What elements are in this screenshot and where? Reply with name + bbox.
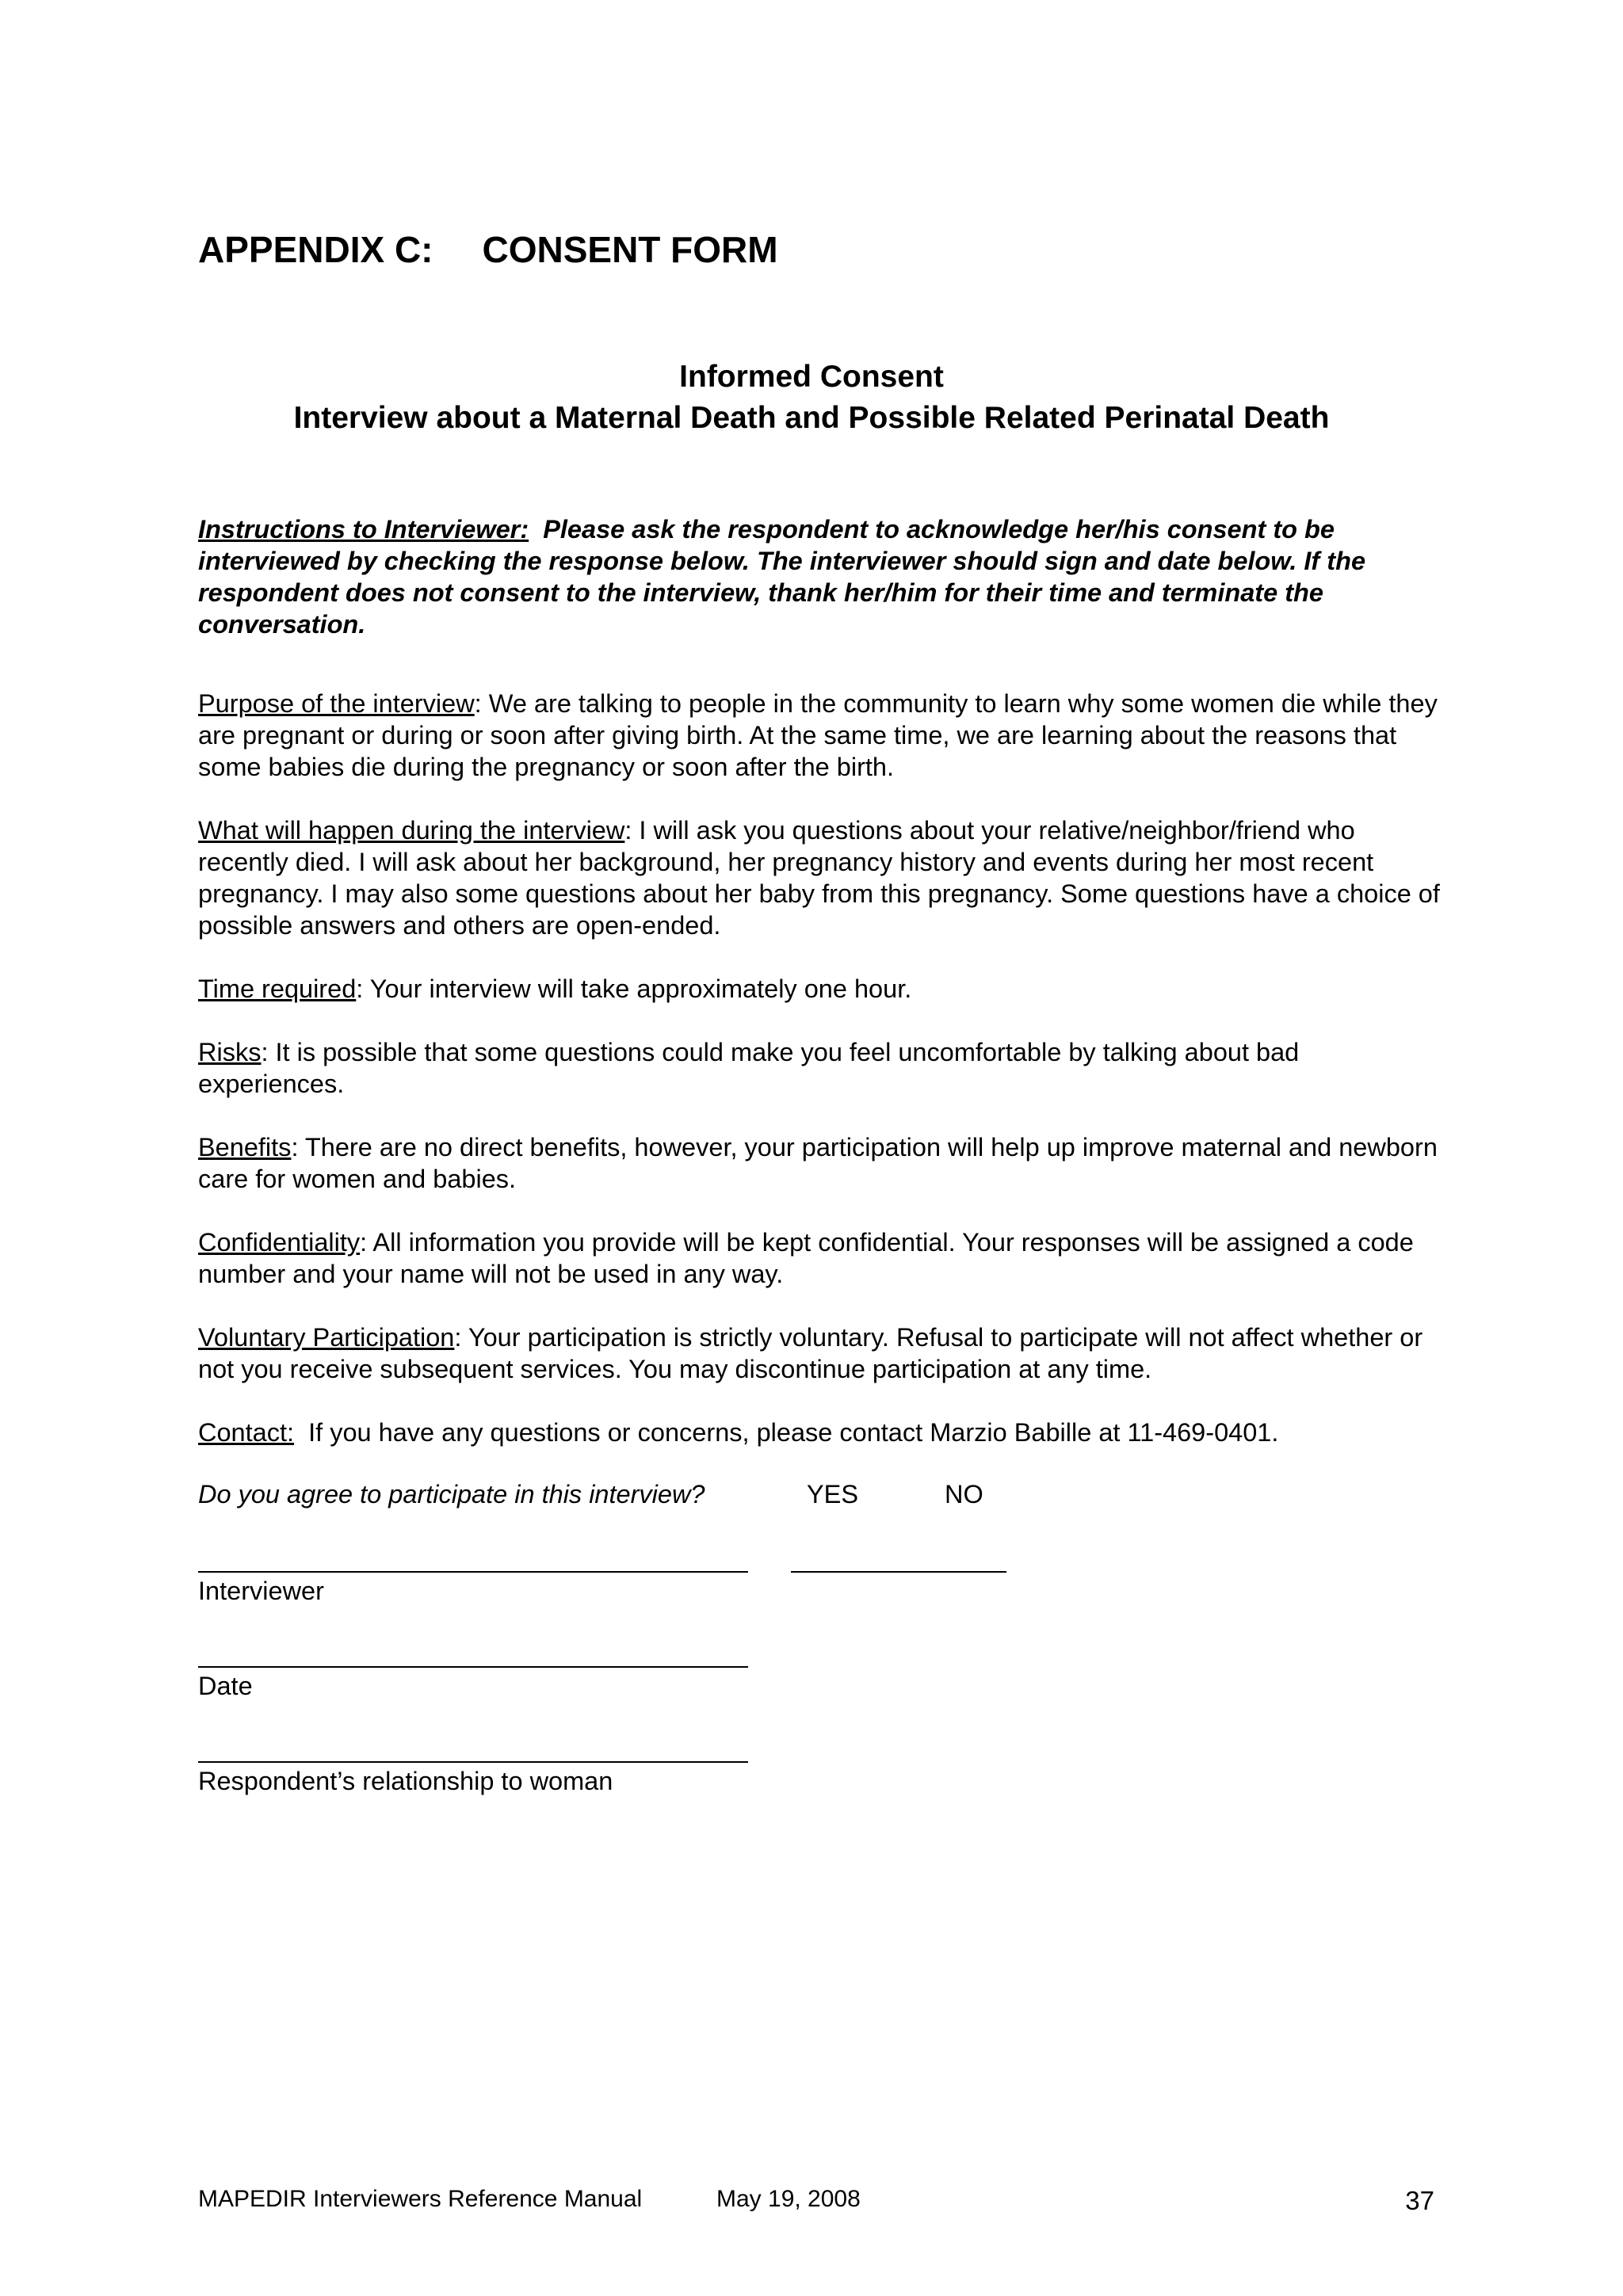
section-term: Voluntary Participation: [198, 1323, 455, 1352]
appendix-heading: [198, 228, 778, 271]
section-benefits: Benefits: There are no direct benefits, however, your participation will help up improve maternal and newborn care for women and babies.: [198, 1133, 1438, 1193]
section-term: Benefits: [198, 1133, 292, 1161]
section-text: There are no direct benefits, however, your participation will help up improve maternal and newborn care for women and babies.: [198, 1133, 1438, 1193]
instructions-lead: Instructions to Interviewer:: [198, 515, 529, 543]
date-label: Date: [198, 1672, 253, 1700]
interviewer-label: Interviewer: [198, 1577, 324, 1605]
no-option[interactable]: NO: [945, 1480, 983, 1508]
section-term: Time required: [198, 974, 357, 1003]
appendix-label: APPENDIX C:: [198, 229, 433, 270]
section-term: What will happen during the interview: [198, 816, 625, 845]
relationship-line[interactable]: [198, 1761, 748, 1763]
consent-title-line1: Informed Consent: [679, 360, 944, 394]
section-procedure: What will happen during the interview: I will ask you questions about your relative/neighbor/friend who recently died. I will ask about her background, her pregnancy history and events during her most recent pregnancy. I may also some questions about her baby from this pregnancy. Some questions have a choice of possible answers and others are open-ended.: [198, 816, 1440, 940]
consent-title: [0, 357, 1623, 439]
page-number: 37: [1405, 2186, 1434, 2215]
appendix-title: CONSENT FORM: [482, 229, 778, 270]
section-text: It is possible that some questions could make you feel uncomfortable by talking about bad experiences.: [198, 1038, 1300, 1098]
relationship-label: Respondent’s relationship to woman: [198, 1767, 613, 1795]
section-risks: Risks: It is possible that some questions could make you feel uncomfortable by talking about bad experiences.: [198, 1038, 1300, 1098]
date-signature-line[interactable]: [791, 1571, 1006, 1573]
section-purpose: Purpose of the interview: We are talking to people in the community to learn why some women die while they are pregnant or during or soon after giving birth. At the same time, we are learning about the reasons that some babies die during the pregnancy or soon after the birth.: [198, 689, 1438, 781]
section-text: Your participation is strictly voluntary. Refusal to participate will not affect whether or not you receive subsequent services. You may discontinue participation at any time.: [198, 1323, 1423, 1383]
footer-date: May 19, 2008: [716, 2186, 861, 2212]
section-confidentiality: Confidentiality: All information you provide will be kept confidential. Your responses will be assigned a code number and your name will not be used in any way.: [198, 1228, 1414, 1288]
section-text: I will ask you questions about your relative/neighbor/friend who recently died. I will ask about her background, her pregnancy history and events during her most recent pregnancy. I may also some questions about her baby from this pregnancy. Some questions have a choice of possible answers and others are open-ended.: [198, 816, 1440, 940]
section-text: Your interview will take approximately one hour.: [369, 974, 912, 1003]
consent-title-line2: Interview about a Maternal Death and Possible Related Perinatal Death: [293, 401, 1330, 435]
date-line[interactable]: [198, 1666, 748, 1668]
section-time-required: Time required: Your interview will take approximately one hour.: [198, 974, 912, 1003]
section-voluntary-participation: Voluntary Participation: Your participation is strictly voluntary. Refusal to participate will not affect whether or not you receive subsequent services. You may discontinue participation at any time.: [198, 1323, 1423, 1383]
consent-question-text: Do you agree to participate in this interview?: [198, 1480, 705, 1508]
section-term: Purpose of the interview: [198, 689, 475, 718]
consent-question: [198, 1478, 983, 1510]
interviewer-instructions: [198, 513, 1434, 640]
section-text: If you have any questions or concerns, please contact Marzio Babille at 11-469-0401.: [308, 1418, 1279, 1447]
section-term: Risks: [198, 1038, 262, 1066]
section-term: Confidentiality: [198, 1228, 361, 1257]
instructions-text: Please ask the respondent to acknowledge her/his consent to be interviewed by checking the response below. The interviewer should sign and date below. If the respondent does not consent to the interview, thank her/him for their time and terminate the conversation.: [198, 515, 1366, 639]
footer-manual-title: MAPEDIR Interviewers Reference Manual: [198, 2186, 643, 2212]
interviewer-signature-line[interactable]: [198, 1571, 748, 1573]
yes-option[interactable]: YES: [807, 1480, 859, 1508]
section-contact: [198, 1417, 1450, 1448]
section-text: We are talking to people in the community to learn why some women die while they are pregnant or during or soon after giving birth. At the same time, we are learning about the reasons that some babies die during the pregnancy or soon after the birth.: [198, 689, 1438, 781]
section-term: Contact:: [198, 1418, 295, 1447]
section-text: All information you provide will be kept confidential. Your responses will be assigned a code number and your name will not be used in any way.: [198, 1228, 1414, 1288]
